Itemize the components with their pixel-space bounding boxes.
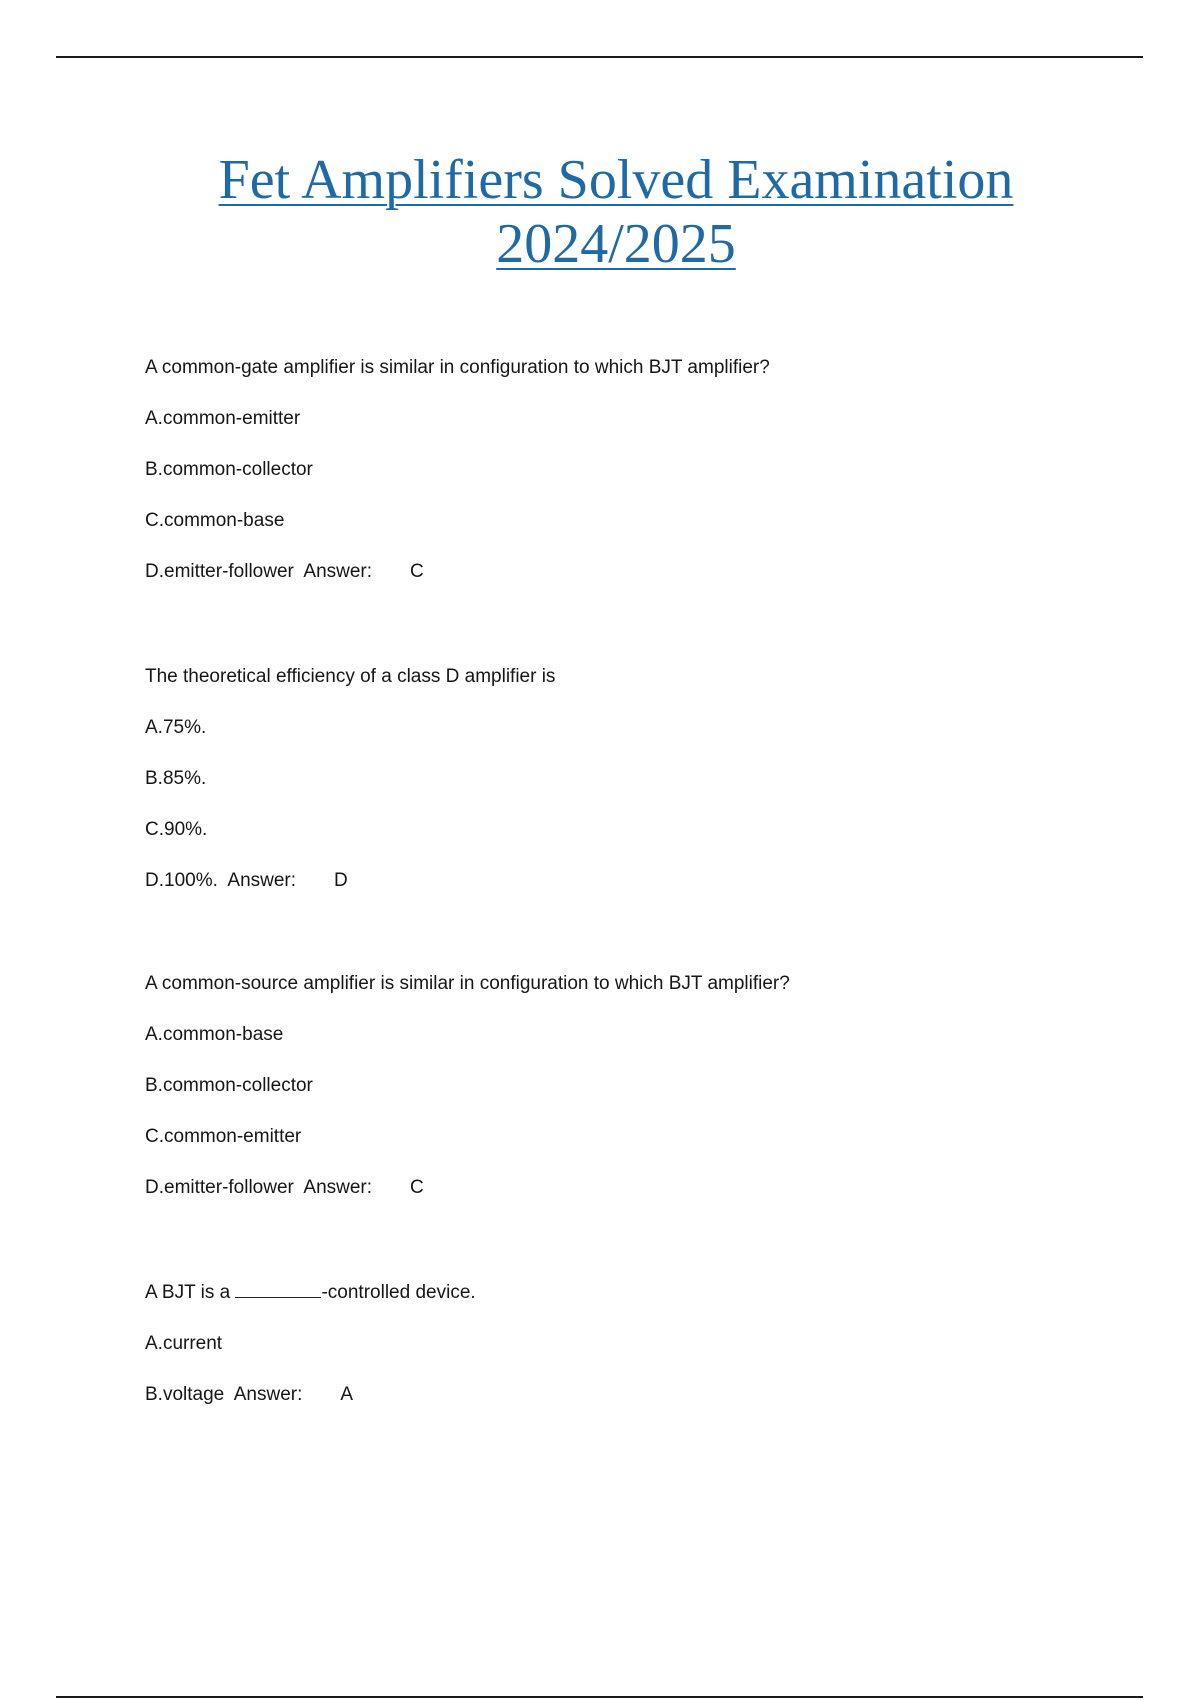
option-d-with-answer (145, 869, 1145, 893)
footer-rule (56, 1696, 1143, 1698)
question-3 (145, 972, 1145, 1227)
title-line-1: Fet Amplifiers Solved Examination (218, 149, 1014, 211)
question-2 (145, 665, 1145, 920)
header-rule (56, 56, 1143, 58)
option-d-with-answer (145, 1176, 1145, 1200)
option-b: B.common-collector (145, 459, 313, 480)
answer-value: D (334, 870, 348, 891)
stem-after-blank: -controlled device. (321, 1282, 476, 1303)
option-a: A.75%. (145, 717, 207, 738)
option-b: B.voltage (145, 1384, 225, 1405)
document-title (0, 148, 1200, 276)
option-c: C.common-emitter (145, 1126, 302, 1147)
answer-label: Answer: (227, 870, 297, 891)
option-d: D.emitter-follower (145, 1177, 294, 1198)
option-b-with-answer (145, 1383, 1145, 1407)
option-d: D.100%. (145, 870, 218, 891)
question-stem (145, 1281, 1145, 1305)
answer-value: A (340, 1384, 354, 1405)
question-stem: A common-source amplifier is similar in configuration to which BJT amplifier? (145, 973, 790, 994)
stem-before-blank: A BJT is a (145, 1282, 236, 1303)
fill-in-blank (235, 1281, 321, 1298)
question-stem: A common-gate amplifier is similar in configuration to which BJT amplifier? (145, 357, 770, 378)
answer-value: C (410, 1177, 424, 1198)
answer-value: C (410, 561, 424, 582)
question-1 (145, 356, 1145, 611)
option-a: A.common-base (145, 1024, 284, 1045)
option-a: A.common-emitter (145, 408, 301, 429)
option-c: C.90%. (145, 819, 208, 840)
option-b: B.common-collector (145, 1075, 313, 1096)
answer-label: Answer: (233, 1384, 303, 1405)
option-a: A.current (145, 1333, 223, 1354)
option-b: B.85%. (145, 768, 207, 789)
title-line-2: 2024/2025 (496, 213, 736, 275)
answer-label: Answer: (303, 1177, 373, 1198)
option-d: D.emitter-follower (145, 561, 294, 582)
option-d-with-answer (145, 560, 1145, 584)
question-stem: The theoretical efficiency of a class D amplifier is (145, 666, 556, 687)
answer-label: Answer: (303, 561, 373, 582)
question-4 (145, 1281, 1145, 1434)
option-c: C.common-base (145, 510, 285, 531)
